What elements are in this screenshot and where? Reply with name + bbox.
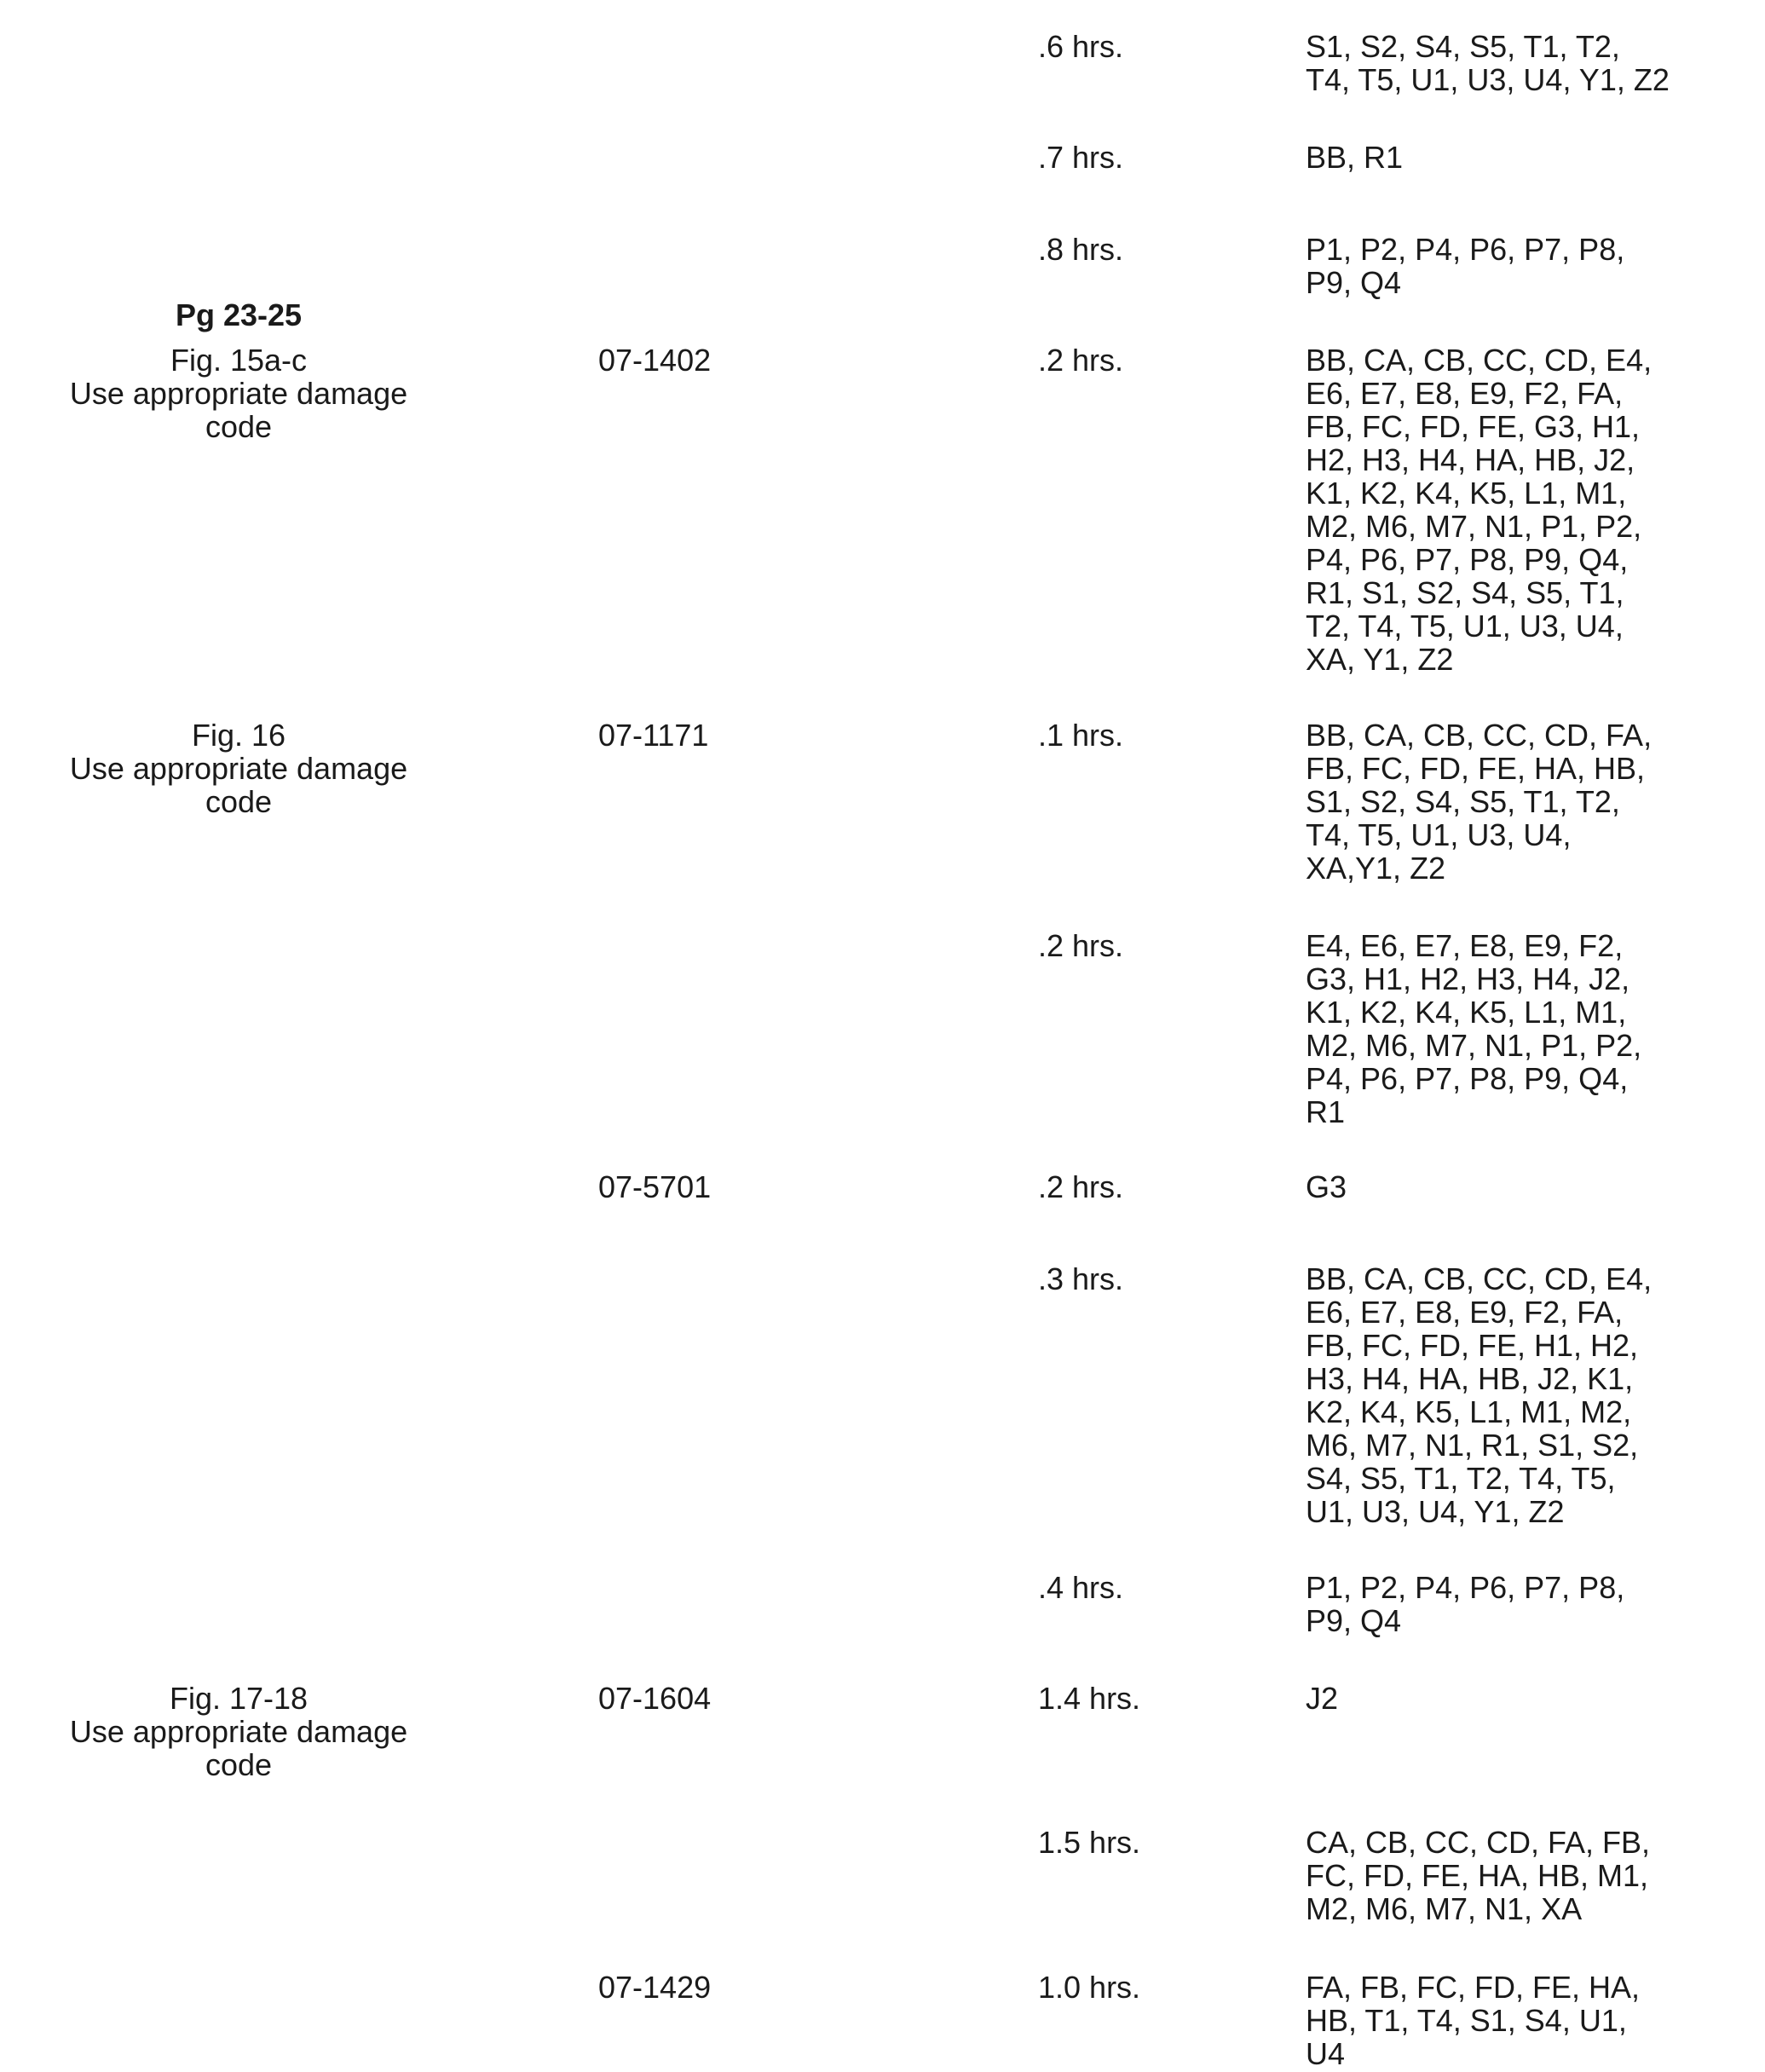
figure-reference (17, 343, 460, 443)
damage-codes (1306, 141, 1403, 174)
damage-codes-line: FC, FD, FE, HA, HB, M1, (1306, 1858, 1649, 1893)
damage-codes (1306, 929, 1641, 1128)
labor-hours: 1.5 hrs. (1038, 1825, 1141, 1860)
labor-hours: .8 hrs. (1038, 232, 1124, 267)
damage-codes-line: H2, H3, H4, HA, HB, J2, (1306, 442, 1635, 477)
damage-codes-line: K1, K2, K4, K5, L1, M1, (1306, 995, 1627, 1030)
damage-codes-line: S1, S2, S4, S5, T1, T2, (1306, 784, 1620, 819)
labor-hours: 1.0 hrs. (1038, 1970, 1141, 2005)
damage-codes-line: T4, T5, U1, U3, U4, Y1, Z2 (1306, 62, 1670, 97)
damage-codes-line: S4, S5, T1, T2, T4, T5, (1306, 1461, 1616, 1496)
figure-note: Use appropriate damage (69, 376, 408, 411)
damage-codes (1306, 1826, 1650, 1925)
damage-codes-line: P4, P6, P7, P8, P9, Q4, (1306, 1061, 1629, 1096)
labor-hours: .1 hrs. (1038, 718, 1124, 753)
figure-note: code (205, 1747, 273, 1782)
damage-codes-line: HB, T1, T4, S1, S4, U1, (1306, 2003, 1627, 2038)
page-reference: Pg 23-25 (175, 297, 303, 332)
damage-codes-line: T2, T4, T5, U1, U3, U4, (1306, 609, 1624, 644)
damage-codes-line: U4 (1306, 2036, 1346, 2071)
figure-label: Fig. 15a-c (170, 343, 308, 378)
damage-codes (1306, 30, 1670, 96)
damage-codes-line: E6, E7, E8, E9, F2, FA, (1306, 1295, 1624, 1330)
operation-code: 07-1171 (598, 718, 709, 753)
figure-note: code (205, 409, 273, 444)
damage-codes-line: BB, R1 (1306, 140, 1404, 175)
damage-codes-line: M2, M6, M7, N1, P1, P2, (1306, 1028, 1642, 1063)
damage-codes-line: P1, P2, P4, P6, P7, P8, (1306, 1570, 1625, 1605)
figure-label: Fig. 17-18 (169, 1681, 309, 1716)
damage-codes-line: E4, E6, E7, E8, E9, F2, (1306, 928, 1624, 963)
labor-hours: .6 hrs. (1038, 29, 1124, 64)
damage-codes-line: R1 (1306, 1094, 1346, 1129)
damage-codes-line: XA, Y1, Z2 (1306, 642, 1454, 677)
damage-codes-line: FB, FC, FD, FE, HA, HB, (1306, 751, 1646, 786)
damage-codes-line: R1, S1, S2, S4, S5, T1, (1306, 575, 1624, 610)
damage-codes-line: M2, M6, M7, N1, P1, P2, (1306, 509, 1642, 544)
labor-hours: .2 hrs. (1038, 1169, 1124, 1204)
labor-hours: .2 hrs. (1038, 928, 1124, 963)
damage-codes-line: J2 (1306, 1681, 1339, 1716)
damage-codes-line: P9, Q4 (1306, 1603, 1402, 1638)
damage-codes (1306, 1262, 1652, 1528)
damage-codes-line: U1, U3, U4, Y1, Z2 (1306, 1494, 1565, 1529)
damage-codes-line: BB, CA, CB, CC, CD, FA, (1306, 718, 1653, 753)
damage-codes-line: G3 (1306, 1169, 1347, 1204)
operation-code: 07-1604 (598, 1681, 712, 1716)
operation-code: 07-1429 (598, 1970, 712, 2005)
labor-hours: 1.4 hrs. (1038, 1681, 1141, 1716)
damage-codes-line: XA,Y1, Z2 (1306, 851, 1446, 886)
figure-reference (17, 1682, 460, 1781)
damage-codes-line: P1, P2, P4, P6, P7, P8, (1306, 232, 1625, 267)
damage-codes-line: S1, S2, S4, S5, T1, T2, (1306, 29, 1620, 64)
labor-hours: .2 hrs. (1038, 343, 1124, 378)
damage-codes-line: FA, FB, FC, FD, FE, HA, (1306, 1970, 1641, 2005)
damage-codes-line: FB, FC, FD, FE, H1, H2, (1306, 1328, 1639, 1363)
damage-codes-line: P9, Q4 (1306, 265, 1402, 300)
operation-code: 07-1402 (598, 343, 712, 378)
damage-codes-line: K1, K2, K4, K5, L1, M1, (1306, 476, 1627, 511)
damage-codes (1306, 719, 1652, 885)
damage-codes-line: G3, H1, H2, H3, H4, J2, (1306, 961, 1630, 996)
damage-codes (1306, 1571, 1624, 1637)
damage-codes-line: T4, T5, U1, U3, U4, (1306, 817, 1572, 852)
labor-hours: .3 hrs. (1038, 1261, 1124, 1296)
damage-codes (1306, 343, 1652, 676)
figure-note: Use appropriate damage (69, 751, 408, 786)
damage-codes-line: E6, E7, E8, E9, F2, FA, (1306, 376, 1624, 411)
figure-reference (17, 719, 460, 818)
operation-code: 07-5701 (598, 1169, 712, 1204)
damage-codes-line: P4, P6, P7, P8, P9, Q4, (1306, 542, 1629, 577)
damage-codes-line: K2, K4, K5, L1, M1, M2, (1306, 1394, 1632, 1429)
damage-codes-line: BB, CA, CB, CC, CD, E4, (1306, 1261, 1653, 1296)
figure-note: code (205, 784, 273, 819)
damage-codes-line: CA, CB, CC, CD, FA, FB, (1306, 1825, 1651, 1860)
damage-codes (1306, 1170, 1347, 1203)
figure-note: Use appropriate damage (69, 1714, 408, 1749)
damage-codes (1306, 1971, 1640, 2070)
damage-codes (1306, 1682, 1338, 1715)
damage-codes (1306, 233, 1624, 299)
damage-codes-line: FB, FC, FD, FE, G3, H1, (1306, 409, 1641, 444)
damage-codes-line: H3, H4, HA, HB, J2, K1, (1306, 1361, 1634, 1396)
damage-codes-line: BB, CA, CB, CC, CD, E4, (1306, 343, 1653, 378)
figure-label: Fig. 16 (191, 718, 286, 753)
labor-hours: .4 hrs. (1038, 1570, 1124, 1605)
damage-codes-line: M6, M7, N1, R1, S1, S2, (1306, 1428, 1639, 1463)
damage-codes-line: M2, M6, M7, N1, XA (1306, 1891, 1583, 1926)
labor-hours: .7 hrs. (1038, 140, 1124, 175)
